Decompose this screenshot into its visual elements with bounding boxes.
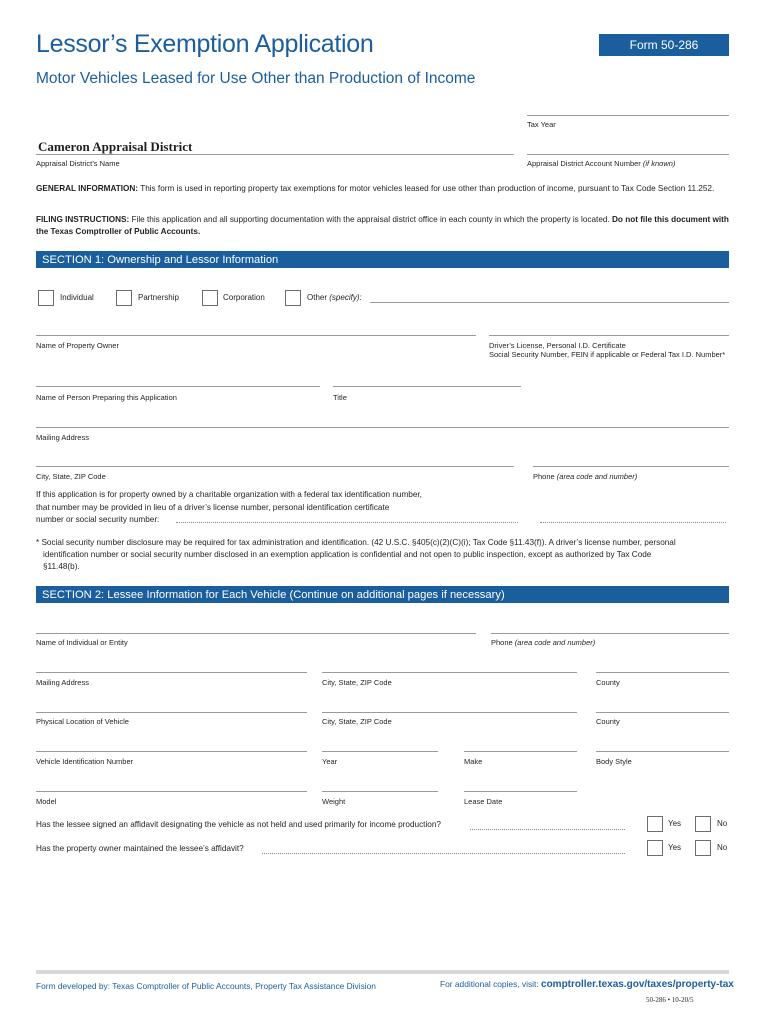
lessee-phone-field[interactable] [491, 633, 729, 634]
lessee-county-field[interactable] [596, 672, 729, 673]
tax-year-field[interactable] [527, 115, 729, 116]
corporation-label: Corporation [223, 293, 265, 302]
general-information: GENERAL INFORMATION: This form is used in reporting property tax exemptions for motor vehicles leased for use other than production of income, pursuant to Tax Code Section 11.252. [36, 184, 715, 193]
owner-city-label: City, State, ZIP Code [36, 472, 106, 481]
question-2-leader-dots [262, 853, 625, 854]
corporation-checkbox[interactable] [202, 290, 218, 306]
lease-date-field[interactable] [464, 791, 577, 792]
preparer-name-field[interactable] [36, 386, 320, 387]
weight-label: Weight [322, 797, 346, 806]
model-label: Model [36, 797, 57, 806]
owner-phone-field[interactable] [533, 466, 729, 467]
owner-mailing-address-label: Mailing Address [36, 433, 89, 442]
affidavit-yes-checkbox[interactable] [647, 816, 663, 832]
owner-phone-label: Phone (area code and number) [533, 472, 638, 481]
charitable-leader-dots [176, 522, 518, 523]
lessee-mailing-field[interactable] [36, 672, 307, 673]
filing-instructions: FILING INSTRUCTIONS: File this application and all supporting documentation with the appraisal district office in each county in which the property is located. Do not file this document with the Texas Comptroller of Public Accounts. [36, 215, 729, 236]
maintained-yes-checkbox[interactable] [647, 840, 663, 856]
ssn-footnote: * Social security number disclosure may be required for tax administration and identification. (42 U.S.C. §405(c)(2)(C)(i); Tax Code §11.43(f)). A driver’s license number, personal identification number or social security number disclosed in an exemption application is confidential and not open to public inspection, except as authorized by Tax Code §11.48(b). [36, 538, 676, 571]
section-2-header: SECTION 2: Lessee Information for Each Vehicle (Continue on additional pages if necessary) [36, 586, 729, 603]
individual-label: Individual [60, 293, 94, 302]
lessee-phone-label: Phone (area code and number) [491, 638, 596, 647]
maintained-yes-label: Yes [668, 843, 682, 852]
lessee-county-label: County [596, 678, 620, 687]
weight-field[interactable] [322, 791, 438, 792]
footer-url[interactable]: comptroller.texas.gov/taxes/property-tax [541, 979, 734, 990]
preparer-title-field[interactable] [333, 386, 521, 387]
lessee-city-label: City, State, ZIP Code [322, 678, 392, 687]
make-field[interactable] [464, 751, 577, 752]
owner-id-label-1: Driver’s License, Personal I.D. Certificate [489, 341, 626, 350]
affidavit-no-checkbox[interactable] [695, 816, 711, 832]
property-owner-field[interactable] [36, 335, 476, 336]
affidavit-no-label: No [717, 819, 728, 828]
vehicle-location-field[interactable] [36, 712, 307, 713]
preparer-title-label: Title [333, 393, 347, 402]
account-number-field[interactable] [527, 154, 729, 155]
owner-city-field[interactable] [36, 466, 514, 467]
body-style-label: Body Style [596, 757, 632, 766]
partnership-label: Partnership [138, 293, 179, 302]
owner-id-field[interactable] [489, 335, 729, 336]
district-name-value: Cameron Appraisal District [38, 139, 193, 154]
affidavit-yes-label: Yes [668, 819, 682, 828]
preparer-name-label: Name of Person Preparing this Application [36, 393, 177, 402]
owner-id-label-2: Social Security Number, FEIN if applicable or Federal Tax I.D. Number* [489, 350, 726, 359]
vin-field[interactable] [36, 751, 307, 752]
district-name-field[interactable] [36, 154, 514, 155]
maintained-question: Has the property owner maintained the lessee’s affidavit? [36, 844, 244, 853]
district-name-label: Appraisal District’s Name [36, 159, 120, 168]
make-label: Make [464, 757, 483, 766]
affidavit-question: Has the lessee signed an affidavit designating the vehicle as not held and used primarily for income production? [36, 820, 441, 829]
body-style-field[interactable] [596, 751, 729, 752]
other-specify-field[interactable] [370, 302, 729, 303]
vin-label: Vehicle Identification Number [36, 757, 134, 766]
charitable-tax-id-field[interactable] [540, 522, 726, 523]
footer-copies-link: For additional copies, visit: comptroller.texas.gov/taxes/property-tax [440, 979, 734, 990]
form-title: Lessor’s Exemption Application [36, 30, 374, 58]
vehicle-county-field[interactable] [596, 712, 729, 713]
lease-date-label: Lease Date [464, 797, 503, 806]
vehicle-location-label: Physical Location of Vehicle [36, 717, 129, 726]
lessee-name-label: Name of Individual or Entity [36, 638, 128, 647]
owner-mailing-address-field[interactable] [36, 427, 729, 428]
partnership-checkbox[interactable] [116, 290, 132, 306]
other-checkbox[interactable] [285, 290, 301, 306]
lessee-name-field[interactable] [36, 633, 476, 634]
form-number-badge: Form 50-286 [599, 34, 729, 56]
lessee-mailing-label: Mailing Address [36, 678, 89, 687]
footer-divider [36, 970, 729, 974]
charitable-instructions: If this application is for property owned by a charitable organization with a federal tax identification number, that number may be provided in lieu of a driver’s license number, personal identification certificate number or social security number: [36, 490, 422, 524]
question-1-leader-dots [470, 829, 625, 830]
form-subtitle: Motor Vehicles Leased for Use Other than Production of Income [36, 70, 476, 87]
lessee-city-field[interactable] [322, 672, 577, 673]
year-label: Year [322, 757, 338, 766]
account-number-label: Appraisal District Account Number (if known) [527, 159, 676, 168]
maintained-no-checkbox[interactable] [695, 840, 711, 856]
footer-developer-credit: Form developed by: Texas Comptroller of Public Accounts, Property Tax Assistance Division [36, 981, 376, 991]
year-field[interactable] [322, 751, 438, 752]
maintained-no-label: No [717, 843, 728, 852]
vehicle-county-label: County [596, 717, 620, 726]
individual-checkbox[interactable] [38, 290, 54, 306]
section-1-header: SECTION 1: Ownership and Lessor Information [36, 251, 729, 268]
model-field[interactable] [36, 791, 307, 792]
tax-year-label: Tax Year [527, 120, 556, 129]
footer-form-code: 50-286 • 10-20/5 [646, 996, 694, 1004]
property-owner-label: Name of Property Owner [36, 341, 119, 350]
other-label: Other (specify): [307, 293, 362, 302]
vehicle-city-label: City, State, ZIP Code [322, 717, 392, 726]
vehicle-city-field[interactable] [322, 712, 577, 713]
